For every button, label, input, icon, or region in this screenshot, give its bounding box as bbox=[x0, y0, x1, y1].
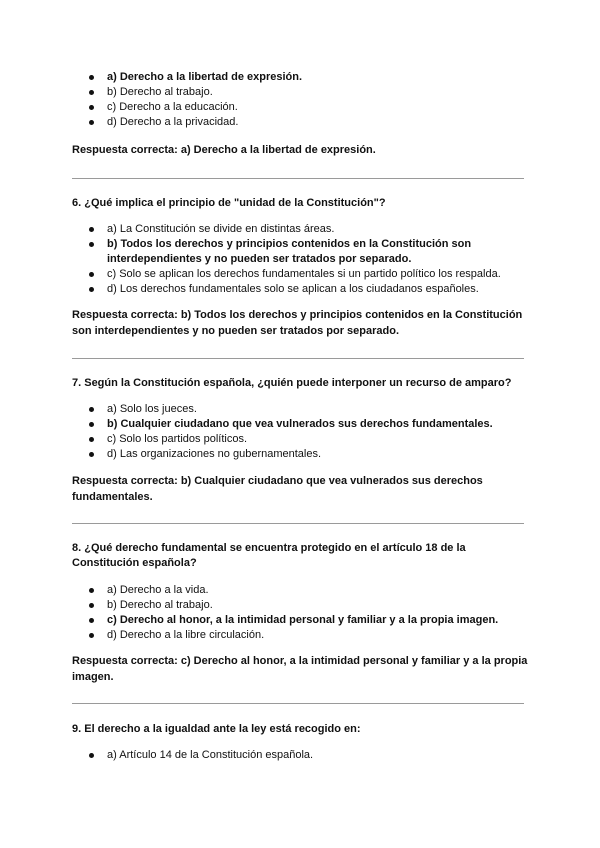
q6-option-b: b) Todos los derechos y principios contenidos en la Constitución son interdependientes y no pueden ser tratados por separado. bbox=[72, 237, 527, 267]
q8-option-c: c) Derecho al honor, a la intimidad personal y familiar y a la propia imagen. bbox=[72, 613, 527, 628]
q8-option-d: d) Derecho a la libre circulación. bbox=[72, 628, 527, 643]
separator bbox=[72, 523, 524, 524]
q6-options bbox=[72, 222, 527, 297]
q7-answer: Respuesta correcta: b) Cualquier ciudadano que vea vulnerados sus derechos fundamentales. bbox=[72, 475, 483, 503]
q6-option-d: d) Los derechos fundamentales solo se aplican a los ciudadanos españoles. bbox=[72, 282, 527, 297]
q7-question: 7. Según la Constitución española, ¿quién puede interponer un recurso de amparo? bbox=[72, 377, 512, 389]
q5-options bbox=[72, 70, 527, 130]
q9-option-a: a) Artículo 14 de la Constitución española. bbox=[72, 748, 527, 763]
separator bbox=[72, 358, 524, 359]
q9-question: 9. El derecho a la igualdad ante la ley está recogido en: bbox=[72, 723, 361, 735]
q6-option-a: a) La Constitución se divide en distintas áreas. bbox=[72, 222, 527, 237]
separator bbox=[72, 178, 524, 179]
q6-option-c: c) Solo se aplican los derechos fundamentales si un partido político los respalda. bbox=[72, 267, 527, 282]
q6-answer: Respuesta correcta: b) Todos los derechos y principios contenidos en la Constitución son interdependientes y no pueden ser tratados por separado. bbox=[72, 309, 523, 337]
q7-options bbox=[72, 402, 527, 462]
q5-option-a: a) Derecho a la libertad de expresión. bbox=[72, 70, 527, 85]
q5-option-c: c) Derecho a la educación. bbox=[72, 100, 527, 115]
q8-options bbox=[72, 583, 527, 643]
q5-answer: Respuesta correcta: a) Derecho a la libertad de expresión. bbox=[72, 144, 376, 156]
q7-option-d: d) Las organizaciones no gubernamentales. bbox=[72, 447, 527, 462]
q7-option-a: a) Solo los jueces. bbox=[72, 402, 527, 417]
q6-question: 6. ¿Qué implica el principio de "unidad de la Constitución"? bbox=[72, 197, 386, 209]
q7-option-b: b) Cualquier ciudadano que vea vulnerados sus derechos fundamentales. bbox=[72, 417, 527, 432]
q5-option-d: d) Derecho a la privacidad. bbox=[72, 115, 527, 130]
q5-option-b: b) Derecho al trabajo. bbox=[72, 85, 527, 100]
q8-answer: Respuesta correcta: c) Derecho al honor, a la intimidad personal y familiar y a la propia imagen. bbox=[72, 655, 528, 683]
q7-option-c: c) Solo los partidos políticos. bbox=[72, 432, 527, 447]
separator bbox=[72, 703, 524, 704]
q8-option-a: a) Derecho a la vida. bbox=[72, 583, 527, 598]
q8-option-b: b) Derecho al trabajo. bbox=[72, 598, 527, 613]
q9-options bbox=[72, 748, 527, 763]
q8-question: 8. ¿Qué derecho fundamental se encuentra protegido en el artículo 18 de la Constitución española? bbox=[72, 542, 466, 569]
